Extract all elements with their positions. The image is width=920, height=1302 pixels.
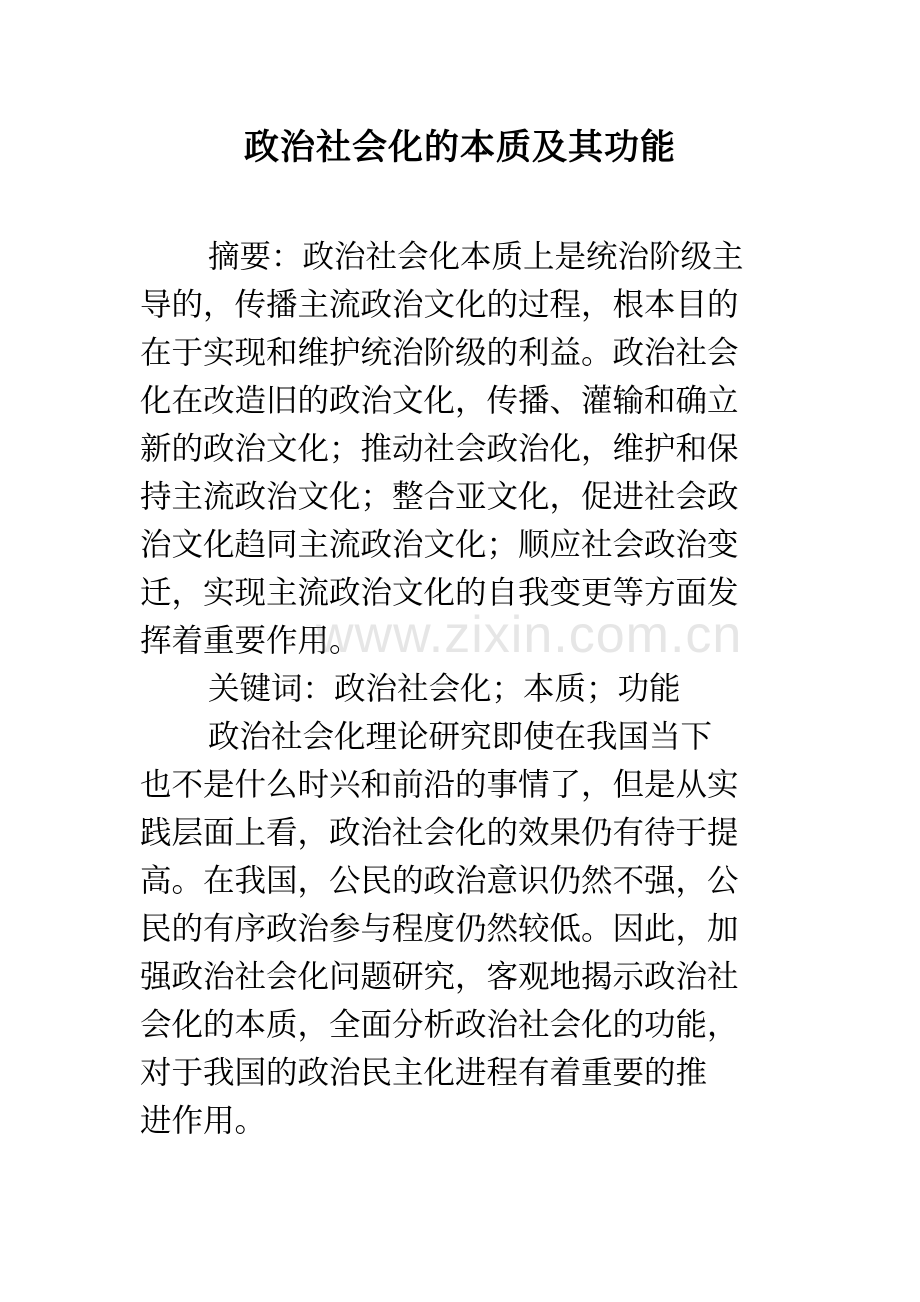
body-line-6: 强政治社会化问题研究，客观地揭示政治社 — [140, 959, 739, 995]
abstract-line-6: 持主流政治文化；整合亚文化，促进社会政 — [140, 479, 739, 515]
abstract-line-8: 迁，实现主流政治文化的自我变更等方面发 — [140, 575, 739, 611]
abstract-line-2: 导的，传播主流政治文化的过程，根本目的 — [140, 287, 739, 323]
body-line-4: 高。在我国，公民的政治意识仍然不强，公 — [140, 863, 739, 899]
body-line-7: 会化的本质，全面分析政治社会化的功能， — [140, 1007, 739, 1043]
body-line-2: 也不是什么时兴和前沿的事情了，但是从实 — [140, 767, 739, 803]
abstract-line-3: 在于实现和维护统治阶级的利益。政治社会 — [140, 335, 739, 371]
abstract-line-7: 治文化趋同主流政治文化；顺应社会政治变 — [140, 527, 739, 563]
document-title: 政治社会化的本质及其功能 — [243, 127, 676, 168]
abstract-line-5: 新的政治文化；推动社会政治化，维护和保 — [140, 431, 739, 467]
abstract-line-4: 化在改造旧的政治文化，传播、灌输和确立 — [140, 383, 739, 419]
body-line-5: 民的有序政治参与程度仍然较低。因此，加 — [140, 911, 739, 947]
body-line-9: 进作用。 — [140, 1103, 267, 1139]
abstract-line-1: 摘要：政治社会化本质上是统治阶级主 — [208, 239, 744, 275]
body-line-3: 践层面上看，政治社会化的效果仍有待于提 — [140, 815, 739, 851]
keywords-line: 关键词：政治社会化；本质；功能 — [208, 671, 681, 707]
body-line-8: 对于我国的政治民主化进程有着重要的推 — [140, 1055, 708, 1091]
body-line-1: 政治社会化理论研究即使在我国当下 — [208, 719, 713, 755]
watermark-text: www.zixin.com.cn — [316, 606, 743, 664]
abstract-line-9: 挥着重要作用。 — [140, 623, 361, 659]
